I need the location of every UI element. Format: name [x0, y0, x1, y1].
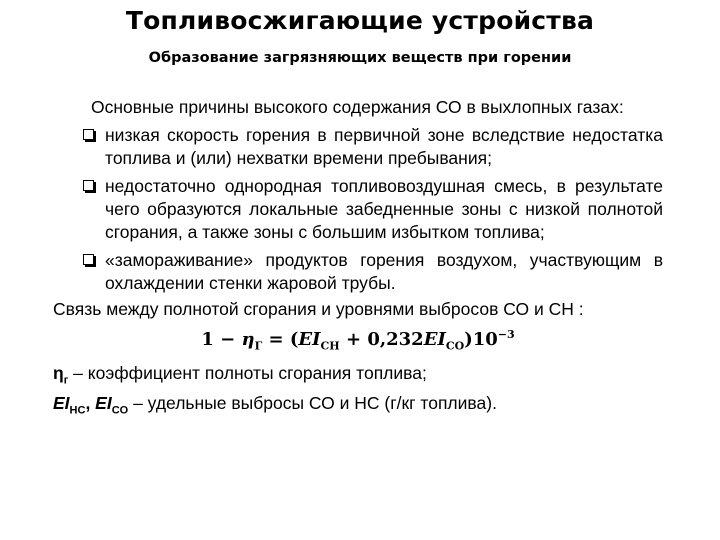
- intro-paragraph: Основные причины высокого содержания СО в выхлопных газах:: [91, 97, 624, 117]
- formula-minus: −: [220, 329, 236, 350]
- formula-ei-ch-sub: CH: [320, 339, 340, 353]
- ei-definition: [53, 392, 663, 423]
- ei-separator: ,: [85, 393, 96, 414]
- formula-ei-co-sub: CO: [445, 339, 465, 353]
- formula-one: 1: [201, 329, 214, 350]
- eta-definition-text: – коэффициент полноты сгорания топлива;: [68, 362, 427, 383]
- square-bullet-icon: [83, 129, 94, 140]
- formula-coefficient: 0,232: [367, 329, 424, 350]
- list-item-text: недостаточно однородная топливовоздушная смесь, в результате чего образуются локальные забедненные зоны с низкой полнотой сгорания, а также зоны с большим избытком топлива;: [105, 176, 663, 242]
- slide-subtitle: Образование загрязняющих веществ при горении: [148, 50, 572, 66]
- formula-eta-sub: Г: [254, 339, 263, 353]
- formula-open-paren: (: [289, 329, 299, 350]
- formula-ei-ch: EI: [298, 329, 321, 350]
- ei-hc-symbol: EI: [53, 393, 70, 414]
- formula-close-paren: ): [464, 329, 473, 350]
- cause-list: [53, 124, 663, 295]
- slide-title: Топливосжигающие устройства: [125, 6, 595, 35]
- ei-hc-subscript: НС: [69, 404, 86, 417]
- eta-symbol: η: [53, 362, 64, 383]
- slide-body: [53, 96, 663, 423]
- square-bullet-icon: [83, 180, 94, 191]
- formula-exponent: −3: [497, 328, 515, 341]
- list-item-text: низкая скорость горения в первичной зоне вследствие недостатка топлива и (или) нехватки времени пребывания;: [105, 125, 663, 168]
- ei-definition-text: – удельные выбросы СО и НС (г/кг топлива).: [128, 393, 497, 414]
- relation-text: Связь между полнотой сгорания и уровнями выбросов СО и СН :: [53, 299, 584, 319]
- eta-definition: [53, 362, 663, 393]
- combustion-efficiency-formula: [53, 323, 663, 358]
- list-item-text: «замораживание» продуктов горения воздухом, участвующим в охлаждении стенки жаровой трубы.: [105, 250, 663, 293]
- formula-equals: =: [268, 329, 284, 350]
- square-bullet-icon: [83, 254, 94, 265]
- formula-base: 10: [472, 329, 498, 350]
- ei-co-symbol: EI: [95, 393, 112, 414]
- formula-ei-co: EI: [423, 329, 446, 350]
- ei-co-subscript: CO: [111, 404, 129, 417]
- eta-subscript: г: [63, 374, 69, 387]
- formula-plus: +: [345, 329, 362, 350]
- list-item: [53, 124, 663, 170]
- list-item: [53, 249, 663, 295]
- list-item: [53, 175, 663, 244]
- formula-eta: η: [241, 329, 255, 350]
